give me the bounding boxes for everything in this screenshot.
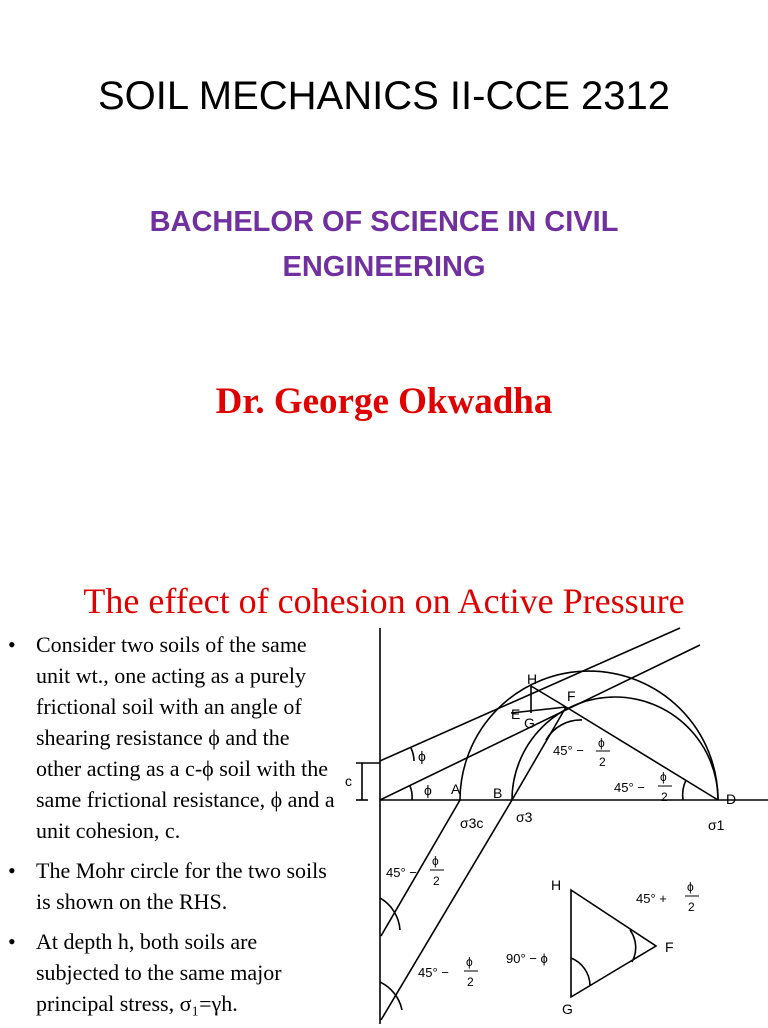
bullet-item: [4, 926, 339, 1019]
bullet-list: [4, 629, 339, 1028]
triangle-arc-G: [571, 958, 590, 985]
angle-label-D: 45° −: [614, 780, 645, 795]
angle-arc-F: [546, 720, 582, 740]
triangle-label-G: G: [562, 1001, 573, 1017]
angle-frac-den: 2: [599, 755, 606, 769]
angle-frac-den: 2: [467, 975, 474, 989]
label-A: A: [451, 781, 461, 797]
angle-frac-den: 2: [433, 874, 440, 888]
triangle-angle-H: 45° +: [636, 891, 667, 906]
label-G: G: [524, 715, 535, 731]
phi-arc-upper: [411, 748, 414, 761]
bullet-item: [4, 855, 339, 917]
angle-frac-num: ϕ: [466, 955, 473, 969]
bullet-dot: •: [8, 929, 16, 954]
phi-arc-lower: [410, 786, 412, 800]
angle-arc-lower: [380, 898, 400, 930]
label-phi-lower: ϕ: [424, 782, 432, 798]
angle-frac-den: 2: [688, 900, 695, 914]
line-B-down: [381, 800, 512, 1020]
bullet-text: At depth h, both soils are subjected to the same major principal stress, σ₁=γh.: [36, 929, 282, 1016]
angle-label-F: 45° −: [553, 743, 584, 758]
triangle-angle-G: 90° − ϕ: [506, 951, 548, 966]
angle-label-lower: 45° −: [386, 865, 417, 880]
envelope-phi: [380, 645, 700, 800]
mohr-circle-diagram: [340, 620, 768, 1024]
slide-subtitle: BACHELOR OF SCIENCE IN CIVIL ENGINEERING: [149, 206, 619, 283]
bullet-text: The Mohr circle for the two soils is shown on the RHS.: [36, 858, 327, 914]
angle-frac-num: ϕ: [432, 854, 439, 868]
angle-label-bottom: 45° −: [418, 965, 449, 980]
label-c: c: [345, 773, 352, 789]
angle-arc-bottom: [380, 982, 402, 1010]
bullet-dot: •: [8, 858, 16, 883]
label-D: D: [726, 791, 737, 807]
bullet-text: Consider two soils of the same unit wt., one acting as a purely frictional soil with an angle of shearing resistance ϕ and the other acting as a c-ϕ soil with the same frictional resistance, ϕ and a unit cohesion, c.: [36, 632, 335, 843]
author-name: Dr. George Okwadha: [215, 381, 553, 422]
label-sigma3: σ3: [516, 809, 533, 825]
label-F: F: [567, 688, 576, 704]
mohr-circle-frictional: [460, 671, 718, 800]
angle-arc-D: [683, 780, 686, 800]
slide-title: SOIL MECHANICS II-CCE 2312: [97, 74, 670, 118]
triangle-label-H: H: [551, 877, 562, 893]
triangle-arc-F: [630, 930, 636, 962]
label-H: H: [527, 671, 538, 687]
slide2-title: The effect of cohesion on Active Pressure: [83, 581, 685, 621]
bullet-dot: •: [8, 632, 16, 657]
label-B: B: [493, 785, 503, 801]
angle-frac-num: ϕ: [660, 770, 667, 784]
angle-frac-num: ϕ: [687, 880, 694, 894]
triangle-label-F: F: [665, 939, 674, 955]
angle-frac-den: 2: [661, 790, 668, 804]
label-phi-upper: ϕ: [418, 748, 426, 764]
bullet-item: [4, 629, 339, 846]
triangle-HFG: [571, 890, 656, 997]
angle-frac-num: ϕ: [598, 736, 605, 750]
label-sigma3c: σ3c: [460, 815, 484, 831]
label-E: E: [511, 706, 521, 722]
label-sigma1: σ1: [708, 817, 725, 833]
